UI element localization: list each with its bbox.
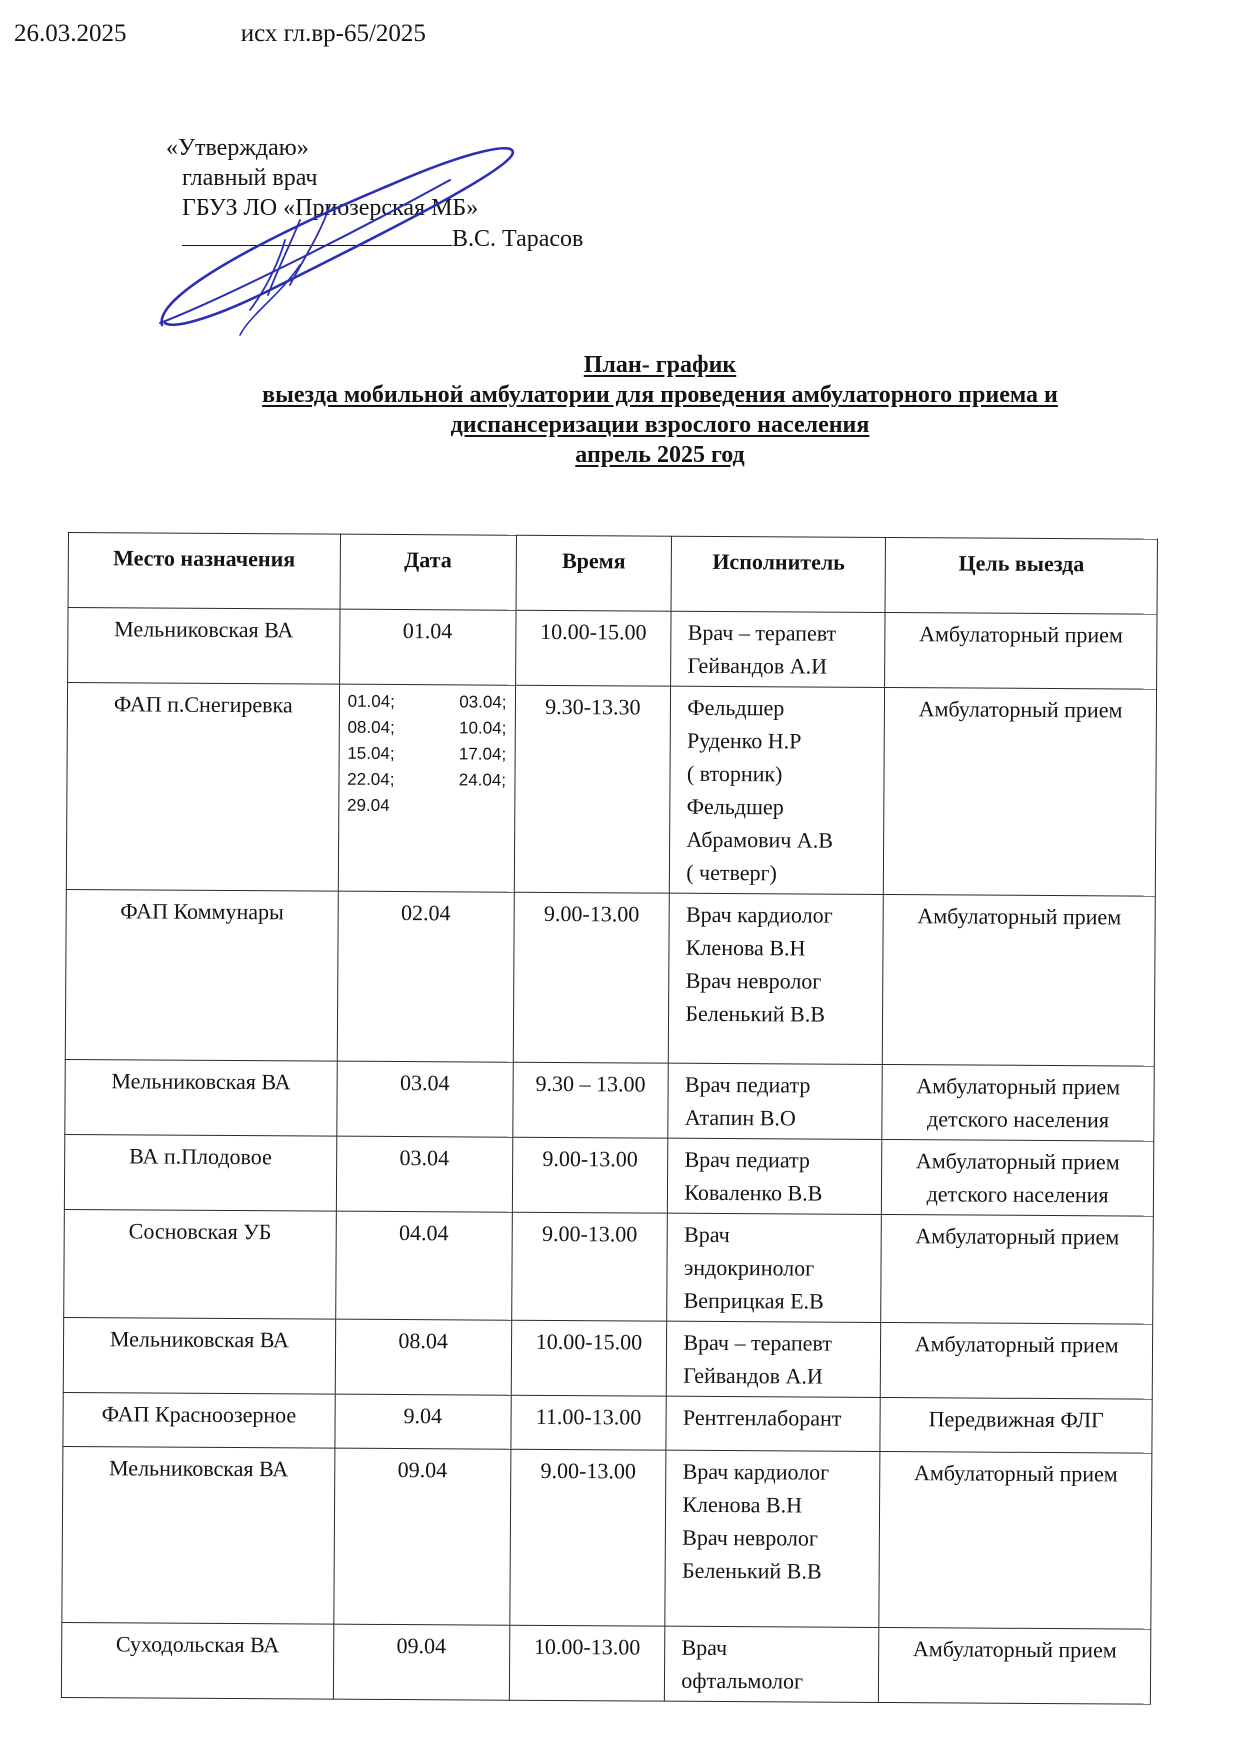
title-line-2: выезда мобильной амбулатории для проведения амбулаторного приема и (262, 382, 1058, 408)
cell-time: 9.00-13.00 (509, 1449, 666, 1626)
date-item: 17.04; (458, 744, 507, 764)
cell-place: Суходольская ВА (61, 1622, 333, 1699)
executor-line: Фельдшер (687, 694, 785, 721)
executor-line: Гейвандов А.И (687, 652, 828, 679)
cell-date: 03.04 (337, 1061, 513, 1137)
approval-block (166, 133, 583, 254)
executor-line: Врач невролог (685, 967, 822, 994)
cell-executor (670, 686, 885, 894)
executor-line: Коваленко В.В (684, 1179, 823, 1206)
cell-date: 02.04 (337, 891, 514, 1062)
date-item: 10.04; (459, 718, 507, 738)
approval-title: «Утверждаю» (166, 135, 309, 161)
executor-line: Врач кардиолог (682, 1458, 830, 1485)
executor-line: Врач (683, 1221, 730, 1248)
title-line-3: диспансеризации взрослого населения (450, 412, 870, 438)
date-item: 15.04; (347, 743, 395, 763)
header-place: Место назначения (68, 533, 340, 610)
approval-position: главный врач (182, 165, 318, 191)
date-item: 22.04; (347, 769, 395, 789)
cell-place: Мельниковская ВА (65, 1059, 337, 1136)
table-row (64, 1134, 1153, 1216)
executor-line: ( четверг) (686, 859, 778, 886)
cell-time: 9.30-13.30 (514, 685, 671, 893)
cell-goal: Амбулаторный прием (879, 1451, 1152, 1629)
executor-line: Гейвандов А.И (683, 1362, 823, 1389)
header-executor: Исполнитель (671, 536, 885, 612)
cell-time: 9.00-13.00 (511, 1212, 667, 1321)
cell-date: 09.04 (334, 1448, 511, 1625)
cell-time: 9.30 – 13.00 (512, 1062, 668, 1138)
table-row (68, 608, 1157, 690)
signature-line (182, 223, 452, 246)
table-header-row (68, 533, 1157, 615)
schedule-table (61, 532, 1158, 1705)
cell-goal: Амбулаторный прием (881, 1214, 1153, 1324)
executor-line: Врач кардиолог (685, 901, 833, 928)
title-line-1: План- график (583, 352, 737, 378)
cell-goal: Амбулаторный прием (879, 1627, 1151, 1704)
executor-line: Кленова В.Н (685, 934, 806, 961)
cell-place: Мельниковская ВА (62, 1446, 335, 1624)
cell-place: ФАП Коммунары (65, 889, 338, 1061)
executor-line: Врач педиатр (684, 1071, 811, 1098)
table-row (63, 1392, 1152, 1453)
approval-organization: ГБУЗ ЛО «Приозерская МБ» (182, 195, 479, 221)
cell-date: 01.04 (339, 609, 515, 685)
cell-executor (667, 1213, 882, 1322)
title-line-4: апрель 2025 год (575, 442, 745, 468)
executor-line: Атапин В.О (684, 1104, 796, 1131)
cell-place: ФАП п.Снегиревка (66, 683, 339, 892)
cell-executor (668, 1138, 882, 1214)
cell-time: 10.00-13.00 (509, 1625, 665, 1701)
date-item: 03.04; (459, 692, 507, 712)
approval-signatory: В.С. Тарасов (452, 226, 584, 252)
document-title (150, 350, 1170, 470)
cell-date: 09.04 (333, 1624, 509, 1700)
executor-line: Руденко Н.Р (687, 727, 802, 754)
executor-line: эндокринолог (683, 1254, 815, 1281)
header-goal: Цель выезда (885, 537, 1157, 614)
cell-place: ФАП Красноозерное (63, 1392, 335, 1448)
cell-date: 9.04 (335, 1394, 511, 1449)
cell-place: Сосновская УБ (64, 1209, 336, 1319)
cell-time: 9.00-13.00 (512, 1137, 668, 1213)
executor-line: Врач – терапевт (683, 1329, 832, 1356)
executor-line: Абрамович А.В (686, 826, 833, 853)
executor-line: Врач – терапевт (687, 619, 837, 646)
table-row (62, 1446, 1152, 1629)
table-row (63, 1317, 1152, 1399)
cell-executor (671, 611, 885, 687)
date-item: 01.04; (347, 691, 395, 712)
table-row (61, 1622, 1150, 1704)
dates-list (347, 689, 507, 820)
document-header (14, 20, 426, 48)
cell-executor (665, 1626, 879, 1702)
document-reference: исх гл.вр-65/2025 (240, 20, 426, 47)
executor-line: Врач (681, 1634, 728, 1661)
executor-line: офтальмолог (681, 1667, 804, 1694)
cell-time: 11.00-13.00 (510, 1395, 666, 1450)
cell-executor (669, 893, 884, 1064)
executor-line: Фельдшер (686, 793, 784, 820)
table-row (64, 1209, 1154, 1324)
cell-goal: Амбулаторный прием (884, 687, 1157, 896)
date-item: 29.04 (346, 795, 390, 815)
cell-date: 03.04 (336, 1136, 512, 1212)
table-row (65, 1059, 1154, 1141)
executor-line: Веприцкая Е.В (683, 1287, 824, 1314)
executor-line: Врач невролог (682, 1524, 819, 1551)
cell-time: 9.00-13.00 (513, 892, 670, 1063)
cell-executor (668, 1063, 882, 1139)
executor-line: Рентгенлаборант (682, 1404, 842, 1431)
cell-time: 10.00-15.00 (511, 1320, 667, 1396)
cell-executor (667, 1321, 881, 1397)
cell-date: 08.04 (335, 1319, 511, 1395)
cell-executor (666, 1396, 880, 1451)
cell-goal: Амбулаторный прием (883, 894, 1156, 1066)
cell-place: Мельниковская ВА (68, 608, 340, 685)
header-date: Дата (340, 534, 516, 610)
table-row (66, 683, 1156, 897)
executor-line: Врач педиатр (684, 1146, 811, 1173)
cell-place: Мельниковская ВА (63, 1317, 335, 1394)
cell-date: 04.04 (335, 1211, 512, 1320)
cell-place: ВА п.Плодовое (64, 1134, 336, 1211)
date-item: 24.04; (458, 770, 507, 790)
header-time: Время (516, 535, 672, 611)
cell-executor (665, 1450, 880, 1627)
date-item: 08.04; (347, 717, 395, 737)
cell-goal: Передвижная ФЛГ (880, 1397, 1152, 1453)
executor-line: Беленький В.В (681, 1557, 822, 1584)
cell-goal: Амбулаторный прием (880, 1322, 1152, 1399)
cell-goal: Амбулаторный прием детского населения (882, 1064, 1154, 1141)
table-row (65, 889, 1155, 1066)
cell-goal: Амбулаторный прием (885, 612, 1157, 689)
cell-date (338, 684, 515, 892)
cell-time: 10.00-15.00 (515, 610, 671, 686)
executor-line: ( вторник) (686, 760, 783, 787)
cell-goal: Амбулаторный прием детского населения (882, 1139, 1154, 1216)
executor-line: Кленова В.Н (682, 1491, 803, 1518)
document-date: 26.03.2025 (14, 20, 127, 47)
executor-line: Беленький В.В (685, 1000, 826, 1027)
